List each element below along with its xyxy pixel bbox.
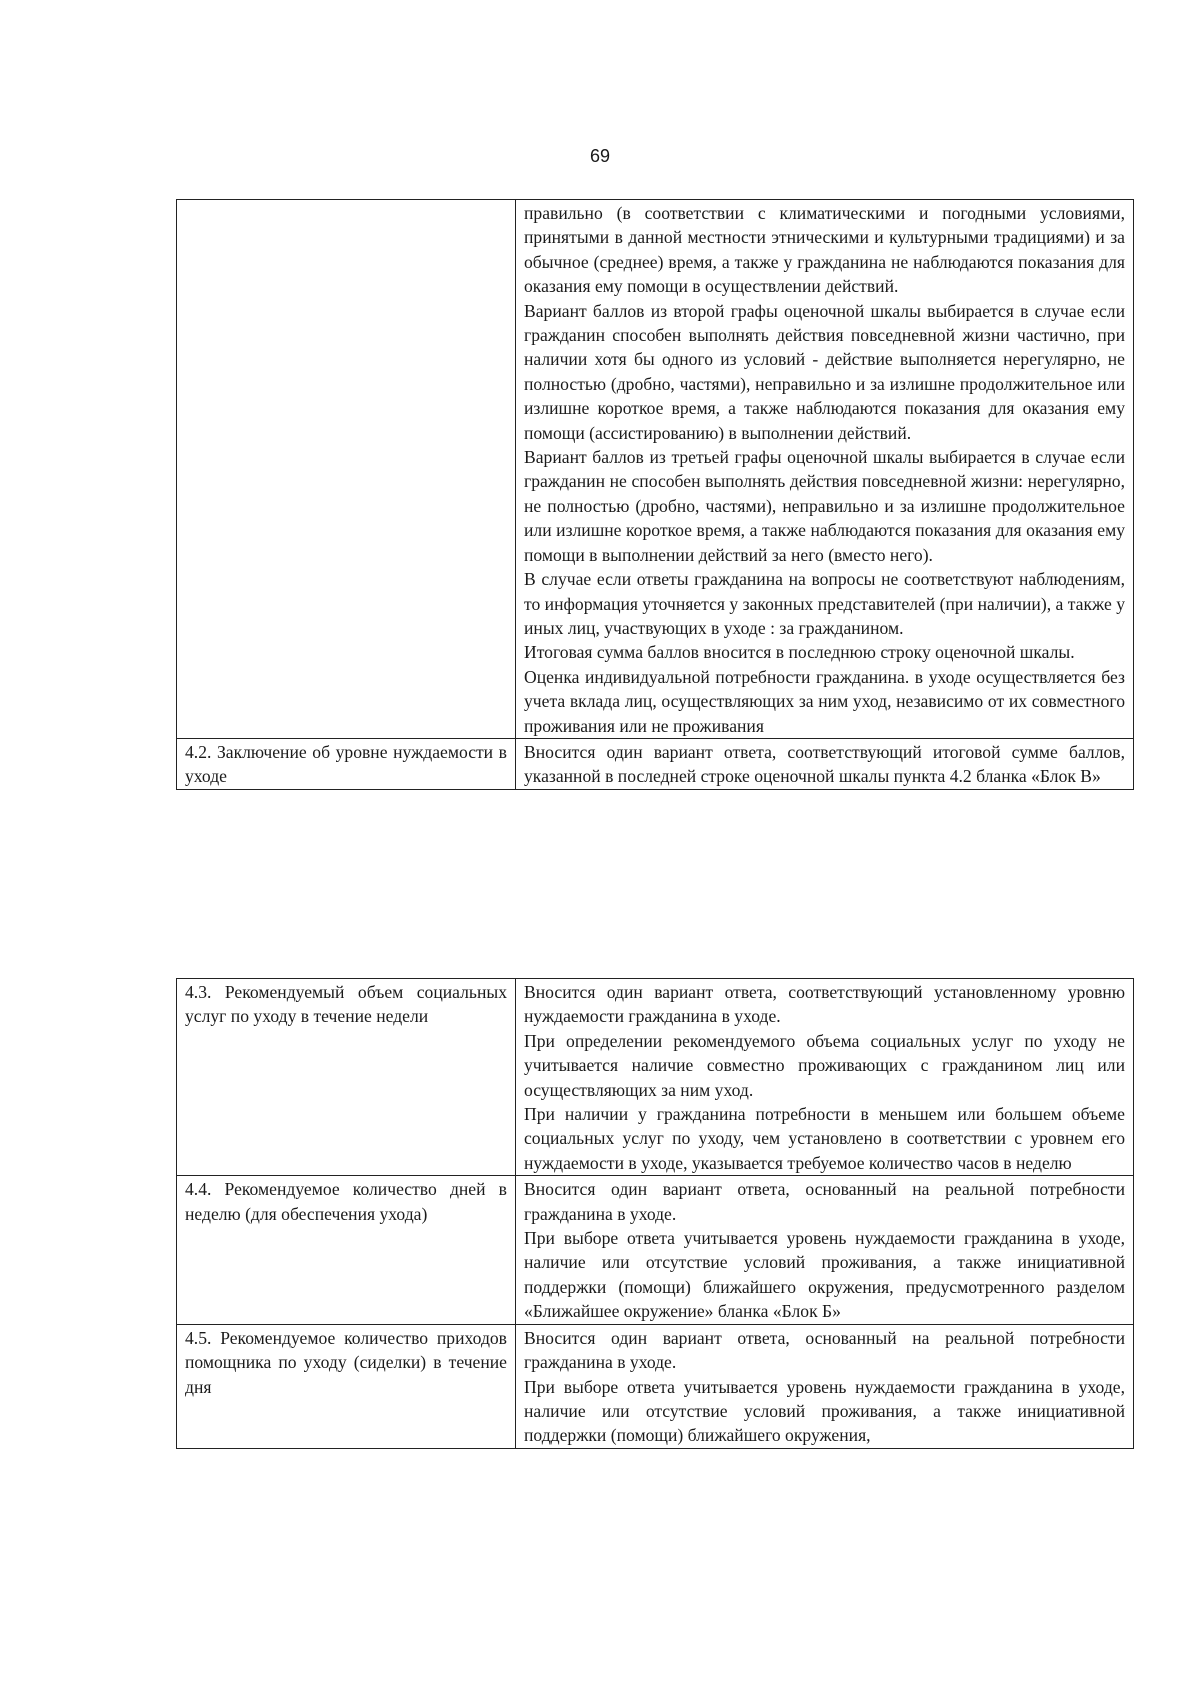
table-cell-label (177, 738, 516, 789)
description-paragraph: Оценка индивидуальной потребности гражданина. в уходе осуществляется без учета вклада лиц, осуществляющих за ним уход, независимо от их совместного проживания или не проживания (524, 666, 1125, 736)
page-number: 69 (589, 146, 611, 166)
description-paragraph: При наличии у гражданина потребности в меньшем или большем объеме социальных услуг по уходу, чем установлено в соответствии с уровнем его нуждаемости в уходе, указывается требуемое количество часов в неделю (524, 1104, 1125, 1173)
table-row (177, 1176, 1134, 1324)
table-row (177, 1324, 1134, 1448)
row-label: 4.3. Рекомендуемый объем социальных услуг по уходу в течение недели (185, 982, 507, 1027)
description-paragraph: Вариант баллов из второй графы оценочной шкалы выбирается в случае если гражданин способен выполнять действия повседневной жизни частично, при наличии хотя бы одного из условий - действие выполняется нерегулярно, не полностью (дробно, частями), неправильно и за излишне продолжительное или излишне короткое время, а также наблюдаются показания для оказания ему помощи (ассистированию) в выполнении действий. (524, 300, 1125, 443)
description-paragraph: Вносится один вариант ответа, основанный на реальной потребности гражданина в уходе. (524, 1179, 1125, 1224)
table-cell-label (177, 200, 516, 739)
table-cell-description (516, 1176, 1134, 1324)
description-paragraph: Вносится один вариант ответа, соответствующий установленному уровню нуждаемости гражданина в уходе. (524, 982, 1125, 1027)
table-cell-label (177, 1324, 516, 1448)
row-label: 4.2. Заключение об уровне нуждаемости в уходе (185, 741, 507, 787)
table-row (177, 979, 1134, 1176)
description-paragraph: Вносится один вариант ответа, основанный на реальной потребности гражданина в уходе. (524, 1327, 1125, 1373)
row-label: 4.4. Рекомендуемое количество дней в неделю (для обеспечения ухода) (185, 1179, 507, 1224)
table-cell-description (516, 1324, 1134, 1448)
table-cell-description (516, 979, 1134, 1176)
table-cell-label (177, 979, 516, 1176)
description-paragraph: правильно (в соответствии с климатическими и погодными условиями, принятыми в данной местности этническими и культурными традициями) и за обычное (среднее) время, а также у гражданина не наблюдаются показания для оказания ему помощи в осуществлении действий. (524, 203, 1125, 297)
row-label: 4.5. Рекомендуемое количество приходов помощника по уходу (сиделки) в течение дня (185, 1327, 507, 1397)
table-row (177, 200, 1134, 739)
table-cell-description (516, 200, 1134, 739)
description-paragraph: При выборе ответа учитывается уровень нуждаемости гражданина в уходе, наличие или отсутствие условий проживания, а также инициативной поддержки (помощи) ближайшего окружения, (524, 1376, 1125, 1446)
description-paragraph: Вносится один вариант ответа, соответствующий итоговой сумме баллов, указанной в последней строке оценочной шкалы пункта 4.2 бланка «Блок В» (524, 741, 1125, 787)
assessment-table-1 (176, 199, 1134, 790)
description-paragraph: При определении рекомендуемого объема социальных услуг по уходу не учитывается наличие совместно проживающих с гражданином лиц или осуществляющих за ним уход. (524, 1030, 1125, 1100)
description-paragraph: При выборе ответа учитывается уровень нуждаемости гражданина в уходе, наличие или отсутствие условий проживания, а также инициативной поддержки (помощи) ближайшего окружения, предусмотренного разделом «Ближайшее окружение» бланка «Блок Б» (524, 1228, 1125, 1322)
description-paragraph: В случае если ответы гражданина на вопросы не соответствуют наблюдениям, то информация уточняется у законных представителей (при наличии), а также у иных лиц, участвующих в уходе : за гражданином. (524, 569, 1125, 638)
table-cell-label (177, 1176, 516, 1324)
table-row (177, 738, 1134, 789)
assessment-table-2 (176, 978, 1134, 1449)
description-paragraph: Вариант баллов из третьей графы оценочной шкалы выбирается в случае если гражданин не способен выполнять действия повседневной жизни: нерегулярно, не полностью (дробно, частями), неправильно и за излишне продолжительное или излишне короткое время, а также наблюдаются показания для оказания ему помощи в выполнении действий за него (вместо него). (524, 447, 1125, 565)
description-paragraph: Итоговая сумма баллов вносится в последнюю строку оценочной шкалы. (524, 642, 1075, 663)
table-cell-description (516, 738, 1134, 789)
